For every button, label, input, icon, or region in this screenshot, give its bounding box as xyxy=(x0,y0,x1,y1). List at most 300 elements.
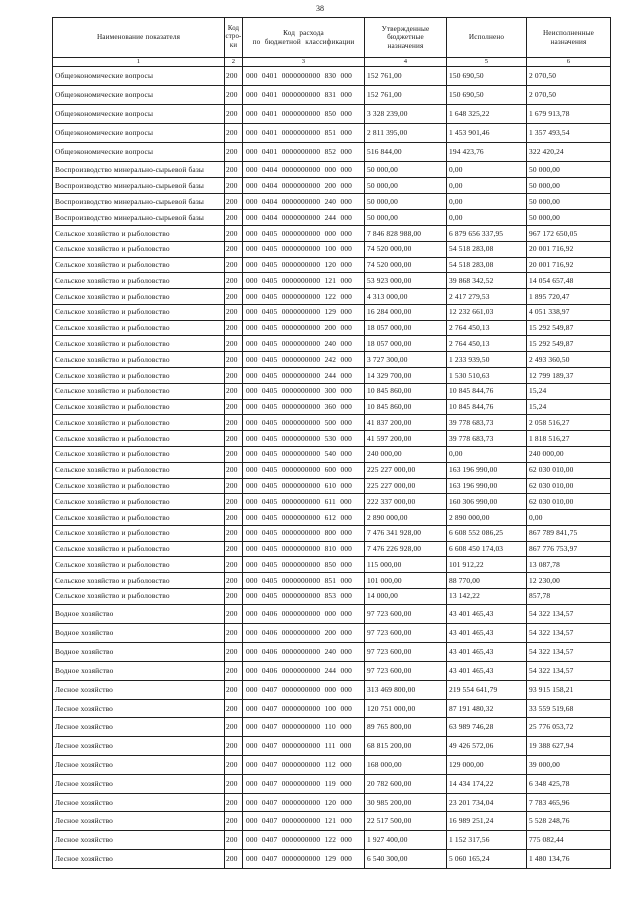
table-row xyxy=(53,604,611,623)
table-row xyxy=(53,257,611,273)
table-row xyxy=(53,368,611,384)
approved-amount-cell: 4 313 000,00 xyxy=(365,289,447,305)
approved-amount-cell: 22 517 500,00 xyxy=(365,812,447,831)
indicator-name-cell: Водное хозяйство xyxy=(53,661,225,680)
approved-amount-cell: 97 723 600,00 xyxy=(365,623,447,642)
approved-amount-cell: 18 057 000,00 xyxy=(365,336,447,352)
line-code-cell: 200 xyxy=(225,642,243,661)
unexecuted-amount-cell: 54 322 134,57 xyxy=(527,661,611,680)
line-code-cell: 200 xyxy=(225,604,243,623)
table-row xyxy=(53,273,611,289)
unexecuted-amount-cell: 1 357 493,54 xyxy=(527,124,611,143)
header-approved-amount: Утвержденные бюджетные назначения xyxy=(365,18,447,58)
approved-amount-cell: 89 765 800,00 xyxy=(365,718,447,737)
approved-amount-cell: 50 000,00 xyxy=(365,178,447,194)
table-row xyxy=(53,383,611,399)
expense-code-cell: 000 0401 0000000000 852 000 xyxy=(243,143,365,162)
column-number: 2 xyxy=(225,58,243,67)
line-code-cell: 200 xyxy=(225,718,243,737)
executed-amount-cell: 1 530 510,63 xyxy=(447,368,527,384)
header-executed-amount: Исполнено xyxy=(447,18,527,58)
table-row xyxy=(53,289,611,305)
table-row xyxy=(53,336,611,352)
indicator-name-cell: Общеэкономические вопросы xyxy=(53,124,225,143)
table-row xyxy=(53,831,611,850)
table-row xyxy=(53,812,611,831)
approved-amount-cell: 16 284 000,00 xyxy=(365,304,447,320)
expense-code-cell: 000 0405 0000000000 240 000 xyxy=(243,336,365,352)
indicator-name-cell: Сельское хозяйство и рыболовство xyxy=(53,446,225,462)
indicator-name-cell: Сельское хозяйство и рыболовство xyxy=(53,273,225,289)
table-row xyxy=(53,718,611,737)
unexecuted-amount-cell: 13 087,78 xyxy=(527,557,611,573)
line-code-cell: 200 xyxy=(225,178,243,194)
header-unexecuted-amount: Неисполненные назначения xyxy=(527,18,611,58)
line-code-cell: 200 xyxy=(225,812,243,831)
line-code-cell: 200 xyxy=(225,573,243,589)
table-row xyxy=(53,143,611,162)
unexecuted-amount-cell: 20 001 716,92 xyxy=(527,257,611,273)
expense-code-cell: 000 0407 0000000000 000 000 xyxy=(243,680,365,699)
indicator-name-cell: Сельское хозяйство и рыболовство xyxy=(53,399,225,415)
table-row xyxy=(53,680,611,699)
approved-amount-cell: 3 727 300,00 xyxy=(365,352,447,368)
unexecuted-amount-cell: 15 292 549,87 xyxy=(527,336,611,352)
line-code-cell: 200 xyxy=(225,124,243,143)
indicator-name-cell: Сельское хозяйство и рыболовство xyxy=(53,557,225,573)
line-code-cell: 200 xyxy=(225,661,243,680)
executed-amount-cell: 2 417 279,53 xyxy=(447,289,527,305)
approved-amount-cell: 115 000,00 xyxy=(365,557,447,573)
line-code-cell: 200 xyxy=(225,273,243,289)
unexecuted-amount-cell: 19 388 627,94 xyxy=(527,737,611,756)
expense-code-cell: 000 0407 0000000000 100 000 xyxy=(243,699,365,718)
expense-code-cell: 000 0407 0000000000 112 000 xyxy=(243,755,365,774)
executed-amount-cell: 6 879 656 337,95 xyxy=(447,226,527,242)
expense-code-cell: 000 0407 0000000000 120 000 xyxy=(243,793,365,812)
table-row xyxy=(53,446,611,462)
approved-amount-cell: 74 520 000,00 xyxy=(365,257,447,273)
unexecuted-amount-cell: 50 000,00 xyxy=(527,210,611,226)
line-code-cell: 200 xyxy=(225,194,243,210)
executed-amount-cell: 6 608 552 086,25 xyxy=(447,525,527,541)
table-row xyxy=(53,124,611,143)
indicator-name-cell: Воспроизводство минерально-сырьевой базы xyxy=(53,194,225,210)
table-row xyxy=(53,304,611,320)
expense-code-cell: 000 0405 0000000000 360 000 xyxy=(243,399,365,415)
table-row xyxy=(53,642,611,661)
unexecuted-amount-cell: 20 001 716,92 xyxy=(527,241,611,257)
unexecuted-amount-cell: 50 000,00 xyxy=(527,194,611,210)
approved-amount-cell: 53 923 000,00 xyxy=(365,273,447,289)
approved-amount-cell: 41 837 200,00 xyxy=(365,415,447,431)
unexecuted-amount-cell: 39 000,00 xyxy=(527,755,611,774)
executed-amount-cell: 2 764 450,13 xyxy=(447,336,527,352)
line-code-cell: 200 xyxy=(225,446,243,462)
column-number: 3 xyxy=(243,58,365,67)
table-row xyxy=(53,623,611,642)
line-code-cell: 200 xyxy=(225,699,243,718)
executed-amount-cell: 43 401 465,43 xyxy=(447,642,527,661)
unexecuted-amount-cell: 93 915 158,21 xyxy=(527,680,611,699)
indicator-name-cell: Сельское хозяйство и рыболовство xyxy=(53,431,225,447)
unexecuted-amount-cell: 867 776 753,97 xyxy=(527,541,611,557)
executed-amount-cell: 194 423,76 xyxy=(447,143,527,162)
approved-amount-cell: 30 985 200,00 xyxy=(365,793,447,812)
expense-code-cell: 000 0405 0000000000 120 000 xyxy=(243,257,365,273)
line-code-cell: 200 xyxy=(225,849,243,868)
indicator-name-cell: Сельское хозяйство и рыболовство xyxy=(53,304,225,320)
unexecuted-amount-cell: 857,78 xyxy=(527,588,611,604)
expense-code-cell: 000 0405 0000000000 100 000 xyxy=(243,241,365,257)
executed-amount-cell: 88 770,00 xyxy=(447,573,527,589)
expense-code-cell: 000 0405 0000000000 611 000 xyxy=(243,494,365,510)
unexecuted-amount-cell: 4 051 338,97 xyxy=(527,304,611,320)
executed-amount-cell: 1 453 901,46 xyxy=(447,124,527,143)
executed-amount-cell: 1 152 317,56 xyxy=(447,831,527,850)
approved-amount-cell: 225 227 000,00 xyxy=(365,462,447,478)
executed-amount-cell: 10 845 844,76 xyxy=(447,399,527,415)
table-row xyxy=(53,588,611,604)
table-row xyxy=(53,162,611,178)
indicator-name-cell: Сельское хозяйство и рыболовство xyxy=(53,415,225,431)
table-row xyxy=(53,557,611,573)
executed-amount-cell: 0,00 xyxy=(447,194,527,210)
indicator-name-cell: Общеэкономические вопросы xyxy=(53,86,225,105)
header-indicator-name: Наименование показателя xyxy=(53,18,225,58)
table-row xyxy=(53,194,611,210)
approved-amount-cell: 14 000,00 xyxy=(365,588,447,604)
executed-amount-cell: 101 912,22 xyxy=(447,557,527,573)
approved-amount-cell: 3 328 239,00 xyxy=(365,105,447,124)
executed-amount-cell: 129 000,00 xyxy=(447,755,527,774)
line-code-cell: 200 xyxy=(225,525,243,541)
unexecuted-amount-cell: 1 895 720,47 xyxy=(527,289,611,305)
expense-code-cell: 000 0407 0000000000 122 000 xyxy=(243,831,365,850)
line-code-cell: 200 xyxy=(225,680,243,699)
expense-code-cell: 000 0405 0000000000 612 000 xyxy=(243,510,365,526)
table-row xyxy=(53,793,611,812)
unexecuted-amount-cell: 15,24 xyxy=(527,383,611,399)
header-line-code: Код стро- ки xyxy=(225,18,243,58)
table-row xyxy=(53,462,611,478)
line-code-cell: 200 xyxy=(225,304,243,320)
line-code-cell: 200 xyxy=(225,478,243,494)
indicator-name-cell: Лесное хозяйство xyxy=(53,774,225,793)
line-code-cell: 200 xyxy=(225,226,243,242)
indicator-name-cell: Лесное хозяйство xyxy=(53,849,225,868)
unexecuted-amount-cell: 50 000,00 xyxy=(527,178,611,194)
indicator-name-cell: Сельское хозяйство и рыболовство xyxy=(53,541,225,557)
approved-amount-cell: 152 761,00 xyxy=(365,86,447,105)
approved-amount-cell: 20 782 600,00 xyxy=(365,774,447,793)
expense-code-cell: 000 0405 0000000000 244 000 xyxy=(243,368,365,384)
approved-amount-cell: 50 000,00 xyxy=(365,162,447,178)
indicator-name-cell: Общеэкономические вопросы xyxy=(53,67,225,86)
table-row xyxy=(53,573,611,589)
unexecuted-amount-cell: 50 000,00 xyxy=(527,162,611,178)
indicator-name-cell: Сельское хозяйство и рыболовство xyxy=(53,336,225,352)
expense-code-cell: 000 0405 0000000000 200 000 xyxy=(243,320,365,336)
expense-code-cell: 000 0407 0000000000 119 000 xyxy=(243,774,365,793)
approved-amount-cell: 97 723 600,00 xyxy=(365,642,447,661)
unexecuted-amount-cell: 967 172 650,05 xyxy=(527,226,611,242)
executed-amount-cell: 6 608 450 174,03 xyxy=(447,541,527,557)
approved-amount-cell: 225 227 000,00 xyxy=(365,478,447,494)
executed-amount-cell: 0,00 xyxy=(447,178,527,194)
expense-code-cell: 000 0405 0000000000 600 000 xyxy=(243,462,365,478)
line-code-cell: 200 xyxy=(225,462,243,478)
expense-code-cell: 000 0401 0000000000 850 000 xyxy=(243,105,365,124)
indicator-name-cell: Лесное хозяйство xyxy=(53,680,225,699)
indicator-name-cell: Сельское хозяйство и рыболовство xyxy=(53,383,225,399)
expense-code-cell: 000 0405 0000000000 500 000 xyxy=(243,415,365,431)
indicator-name-cell: Сельское хозяйство и рыболовство xyxy=(53,289,225,305)
executed-amount-cell: 2 764 450,13 xyxy=(447,320,527,336)
unexecuted-amount-cell: 62 030 010,00 xyxy=(527,462,611,478)
indicator-name-cell: Сельское хозяйство и рыболовство xyxy=(53,494,225,510)
table-row xyxy=(53,320,611,336)
expense-code-cell: 000 0405 0000000000 122 000 xyxy=(243,289,365,305)
line-code-cell: 200 xyxy=(225,143,243,162)
table-row xyxy=(53,352,611,368)
table-row xyxy=(53,431,611,447)
unexecuted-amount-cell: 6 348 425,78 xyxy=(527,774,611,793)
table-header-row xyxy=(53,18,611,58)
column-number: 1 xyxy=(53,58,225,67)
executed-amount-cell: 0,00 xyxy=(447,210,527,226)
unexecuted-amount-cell: 322 420,24 xyxy=(527,143,611,162)
executed-amount-cell: 219 554 641,79 xyxy=(447,680,527,699)
line-code-cell: 200 xyxy=(225,755,243,774)
indicator-name-cell: Сельское хозяйство и рыболовство xyxy=(53,478,225,494)
approved-amount-cell: 313 469 800,00 xyxy=(365,680,447,699)
executed-amount-cell: 13 142,22 xyxy=(447,588,527,604)
executed-amount-cell: 163 196 990,00 xyxy=(447,478,527,494)
indicator-name-cell: Воспроизводство минерально-сырьевой базы xyxy=(53,162,225,178)
unexecuted-amount-cell: 0,00 xyxy=(527,510,611,526)
executed-amount-cell: 43 401 465,43 xyxy=(447,623,527,642)
unexecuted-amount-cell: 1 818 516,27 xyxy=(527,431,611,447)
table-row xyxy=(53,67,611,86)
indicator-name-cell: Сельское хозяйство и рыболовство xyxy=(53,226,225,242)
unexecuted-amount-cell: 25 776 053,72 xyxy=(527,718,611,737)
indicator-name-cell: Сельское хозяйство и рыболовство xyxy=(53,462,225,478)
approved-amount-cell: 68 815 200,00 xyxy=(365,737,447,756)
line-code-cell: 200 xyxy=(225,67,243,86)
header-expense-code: Код расхода по бюджетной классификации xyxy=(243,18,365,58)
approved-amount-cell: 97 723 600,00 xyxy=(365,661,447,680)
executed-amount-cell: 43 401 465,43 xyxy=(447,661,527,680)
executed-amount-cell: 163 196 990,00 xyxy=(447,462,527,478)
executed-amount-cell: 150 690,50 xyxy=(447,86,527,105)
unexecuted-amount-cell: 54 322 134,57 xyxy=(527,623,611,642)
line-code-cell: 200 xyxy=(225,257,243,273)
executed-amount-cell: 39 868 342,52 xyxy=(447,273,527,289)
executed-amount-cell: 10 845 844,76 xyxy=(447,383,527,399)
line-code-cell: 200 xyxy=(225,162,243,178)
executed-amount-cell: 1 233 939,50 xyxy=(447,352,527,368)
expense-code-cell: 000 0407 0000000000 121 000 xyxy=(243,812,365,831)
column-number: 4 xyxy=(365,58,447,67)
expense-code-cell: 000 0405 0000000000 853 000 xyxy=(243,588,365,604)
executed-amount-cell: 43 401 465,43 xyxy=(447,604,527,623)
expense-code-cell: 000 0405 0000000000 810 000 xyxy=(243,541,365,557)
approved-amount-cell: 10 845 860,00 xyxy=(365,399,447,415)
table-row xyxy=(53,699,611,718)
unexecuted-amount-cell: 62 030 010,00 xyxy=(527,478,611,494)
executed-amount-cell: 54 518 283,08 xyxy=(447,241,527,257)
expense-code-cell: 000 0405 0000000000 851 000 xyxy=(243,573,365,589)
unexecuted-amount-cell: 62 030 010,00 xyxy=(527,494,611,510)
indicator-name-cell: Сельское хозяйство и рыболовство xyxy=(53,352,225,368)
table-row xyxy=(53,494,611,510)
unexecuted-amount-cell: 12 230,00 xyxy=(527,573,611,589)
approved-amount-cell: 2 811 395,00 xyxy=(365,124,447,143)
expense-code-cell: 000 0404 0000000000 244 000 xyxy=(243,210,365,226)
line-code-cell: 200 xyxy=(225,352,243,368)
line-code-cell: 200 xyxy=(225,557,243,573)
indicator-name-cell: Воспроизводство минерально-сырьевой базы xyxy=(53,210,225,226)
unexecuted-amount-cell: 775 082,44 xyxy=(527,831,611,850)
table-row xyxy=(53,105,611,124)
table-row xyxy=(53,399,611,415)
line-code-cell: 200 xyxy=(225,737,243,756)
line-code-cell: 200 xyxy=(225,541,243,557)
expense-code-cell: 000 0407 0000000000 111 000 xyxy=(243,737,365,756)
expense-code-cell: 000 0405 0000000000 000 000 xyxy=(243,226,365,242)
expense-code-cell: 000 0404 0000000000 240 000 xyxy=(243,194,365,210)
indicator-name-cell: Водное хозяйство xyxy=(53,642,225,661)
approved-amount-cell: 74 520 000,00 xyxy=(365,241,447,257)
approved-amount-cell: 168 000,00 xyxy=(365,755,447,774)
approved-amount-cell: 10 845 860,00 xyxy=(365,383,447,399)
expense-code-cell: 000 0405 0000000000 530 000 xyxy=(243,431,365,447)
executed-amount-cell: 63 989 746,28 xyxy=(447,718,527,737)
line-code-cell: 200 xyxy=(225,289,243,305)
table-row xyxy=(53,415,611,431)
line-code-cell: 200 xyxy=(225,383,243,399)
line-code-cell: 200 xyxy=(225,793,243,812)
unexecuted-amount-cell: 5 528 248,76 xyxy=(527,812,611,831)
unexecuted-amount-cell: 14 054 657,48 xyxy=(527,273,611,289)
table-row xyxy=(53,226,611,242)
line-code-cell: 200 xyxy=(225,415,243,431)
executed-amount-cell: 87 191 480,32 xyxy=(447,699,527,718)
indicator-name-cell: Лесное хозяйство xyxy=(53,718,225,737)
line-code-cell: 200 xyxy=(225,86,243,105)
expense-code-cell: 000 0407 0000000000 129 000 xyxy=(243,849,365,868)
expense-code-cell: 000 0405 0000000000 800 000 xyxy=(243,525,365,541)
unexecuted-amount-cell: 7 783 465,96 xyxy=(527,793,611,812)
executed-amount-cell: 12 232 661,03 xyxy=(447,304,527,320)
table-row xyxy=(53,241,611,257)
unexecuted-amount-cell: 15 292 549,87 xyxy=(527,320,611,336)
line-code-cell: 200 xyxy=(225,210,243,226)
expense-code-cell: 000 0406 0000000000 240 000 xyxy=(243,642,365,661)
expense-code-cell: 000 0405 0000000000 540 000 xyxy=(243,446,365,462)
indicator-name-cell: Сельское хозяйство и рыболовство xyxy=(53,257,225,273)
expense-code-cell: 000 0405 0000000000 121 000 xyxy=(243,273,365,289)
unexecuted-amount-cell: 1 679 913,78 xyxy=(527,105,611,124)
expense-code-cell: 000 0405 0000000000 610 000 xyxy=(243,478,365,494)
indicator-name-cell: Сельское хозяйство и рыболовство xyxy=(53,588,225,604)
approved-amount-cell: 50 000,00 xyxy=(365,210,447,226)
unexecuted-amount-cell: 2 070,50 xyxy=(527,86,611,105)
approved-amount-cell: 41 597 200,00 xyxy=(365,431,447,447)
unexecuted-amount-cell: 33 559 519,68 xyxy=(527,699,611,718)
approved-amount-cell: 6 540 300,00 xyxy=(365,849,447,868)
line-code-cell: 200 xyxy=(225,510,243,526)
line-code-cell: 200 xyxy=(225,774,243,793)
unexecuted-amount-cell: 54 322 134,57 xyxy=(527,642,611,661)
expense-code-cell: 000 0406 0000000000 244 000 xyxy=(243,661,365,680)
indicator-name-cell: Лесное хозяйство xyxy=(53,755,225,774)
approved-amount-cell: 7 476 341 928,00 xyxy=(365,525,447,541)
executed-amount-cell: 16 989 251,24 xyxy=(447,812,527,831)
table-row xyxy=(53,478,611,494)
expense-code-cell: 000 0406 0000000000 200 000 xyxy=(243,623,365,642)
indicator-name-cell: Лесное хозяйство xyxy=(53,793,225,812)
table-row xyxy=(53,541,611,557)
column-number: 6 xyxy=(527,58,611,67)
approved-amount-cell: 7 846 828 988,00 xyxy=(365,226,447,242)
expense-code-cell: 000 0404 0000000000 200 000 xyxy=(243,178,365,194)
approved-amount-cell: 222 337 000,00 xyxy=(365,494,447,510)
approved-amount-cell: 97 723 600,00 xyxy=(365,604,447,623)
expense-code-cell: 000 0404 0000000000 000 000 xyxy=(243,162,365,178)
approved-amount-cell: 18 057 000,00 xyxy=(365,320,447,336)
table-row xyxy=(53,774,611,793)
approved-amount-cell: 152 761,00 xyxy=(365,67,447,86)
approved-amount-cell: 120 751 000,00 xyxy=(365,699,447,718)
approved-amount-cell: 240 000,00 xyxy=(365,446,447,462)
indicator-name-cell: Сельское хозяйство и рыболовство xyxy=(53,320,225,336)
expense-code-cell: 000 0401 0000000000 851 000 xyxy=(243,124,365,143)
approved-amount-cell: 1 927 400,00 xyxy=(365,831,447,850)
unexecuted-amount-cell: 2 058 516,27 xyxy=(527,415,611,431)
page-number: 38 xyxy=(316,4,324,13)
table-body xyxy=(53,67,611,869)
indicator-name-cell: Сельское хозяйство и рыболовство xyxy=(53,241,225,257)
indicator-name-cell: Сельское хозяйство и рыболовство xyxy=(53,368,225,384)
executed-amount-cell: 2 890 000,00 xyxy=(447,510,527,526)
indicator-name-cell: Сельское хозяйство и рыболовство xyxy=(53,510,225,526)
table-row xyxy=(53,755,611,774)
table-row xyxy=(53,525,611,541)
indicator-name-cell: Общеэкономические вопросы xyxy=(53,105,225,124)
executed-amount-cell: 39 778 683,73 xyxy=(447,431,527,447)
indicator-name-cell: Лесное хозяйство xyxy=(53,812,225,831)
approved-amount-cell: 7 476 226 928,00 xyxy=(365,541,447,557)
expense-code-cell: 000 0405 0000000000 242 000 xyxy=(243,352,365,368)
column-number: 5 xyxy=(447,58,527,67)
executed-amount-cell: 14 434 174,22 xyxy=(447,774,527,793)
expense-code-cell: 000 0406 0000000000 000 000 xyxy=(243,604,365,623)
executed-amount-cell: 1 648 325,22 xyxy=(447,105,527,124)
executed-amount-cell: 5 060 165,24 xyxy=(447,849,527,868)
indicator-name-cell: Воспроизводство минерально-сырьевой базы xyxy=(53,178,225,194)
indicator-name-cell: Лесное хозяйство xyxy=(53,699,225,718)
indicator-name-cell: Сельское хозяйство и рыболовство xyxy=(53,525,225,541)
line-code-cell: 200 xyxy=(225,368,243,384)
unexecuted-amount-cell: 15,24 xyxy=(527,399,611,415)
line-code-cell: 200 xyxy=(225,320,243,336)
approved-amount-cell: 14 329 700,00 xyxy=(365,368,447,384)
line-code-cell: 200 xyxy=(225,336,243,352)
approved-amount-cell: 101 000,00 xyxy=(365,573,447,589)
indicator-name-cell: Водное хозяйство xyxy=(53,623,225,642)
